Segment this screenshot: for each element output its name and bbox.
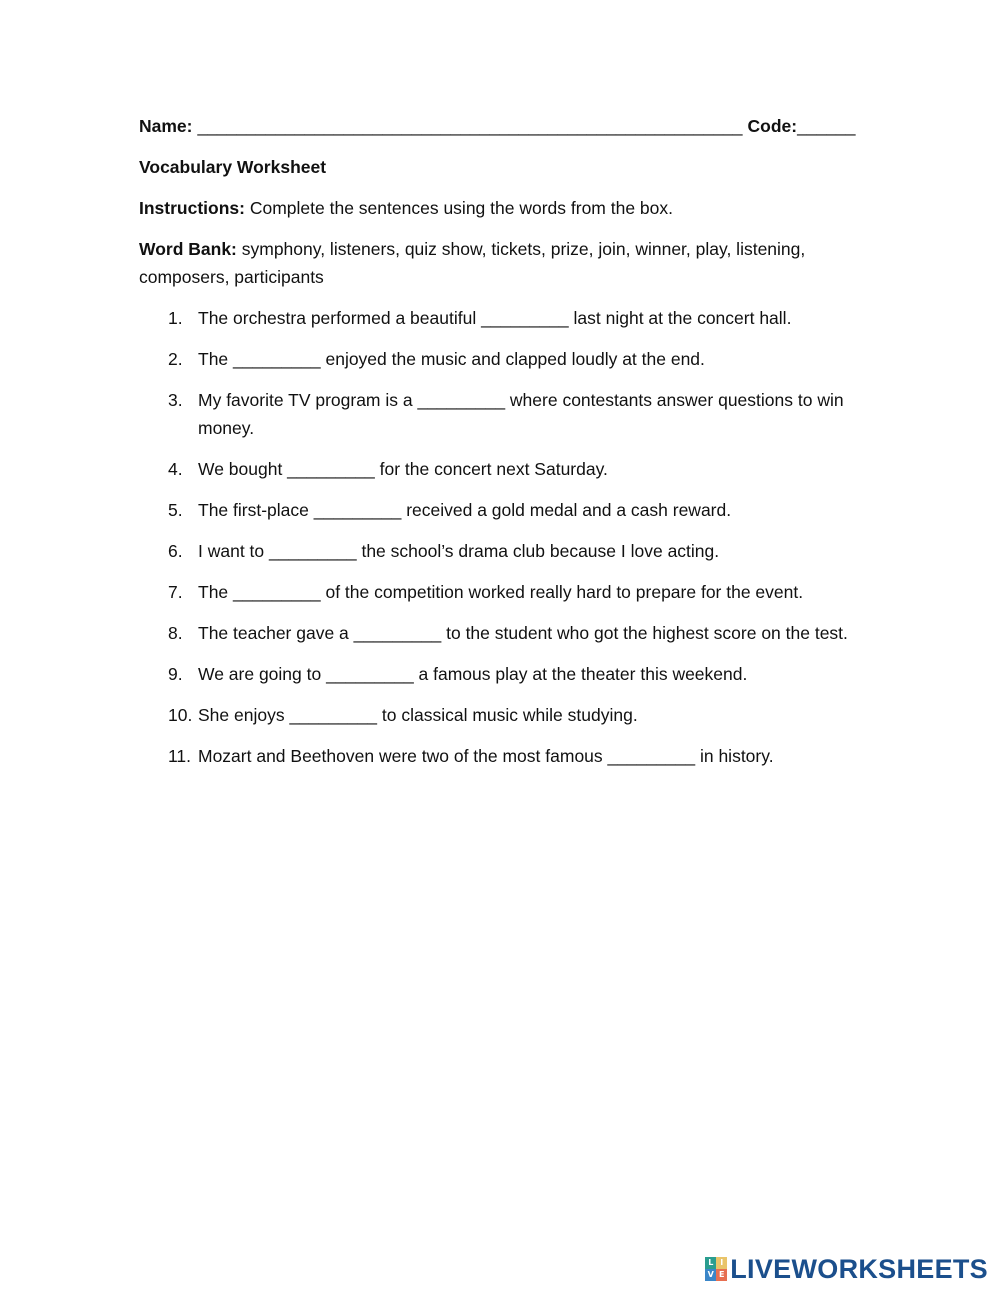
- question-item: [139, 455, 861, 483]
- question-number: 10.: [168, 705, 193, 725]
- worksheet-page: [139, 112, 861, 783]
- word-bank-label: Word Bank:: [139, 239, 237, 259]
- code-label: Code:: [747, 116, 798, 136]
- name-label: Name:: [139, 116, 193, 136]
- question-text: I want to _________ the school’s drama club because I love acting.: [198, 541, 720, 561]
- logo-mark-letter: I: [716, 1257, 727, 1269]
- question-number: 5.: [168, 500, 183, 520]
- question-item: [139, 386, 861, 442]
- question-text: The _________ of the competition worked really hard to prepare for the event.: [198, 582, 804, 602]
- worksheet-title: Vocabulary Worksheet: [139, 157, 327, 177]
- question-number: 6.: [168, 541, 183, 561]
- question-number: 3.: [168, 390, 183, 410]
- question-text: Mozart and Beethoven were two of the most famous _________ in history.: [198, 746, 774, 766]
- question-list: [139, 304, 861, 770]
- logo-text: LIVEWORKSHEETS: [730, 1254, 988, 1284]
- question-item: [139, 537, 861, 565]
- question-item: [139, 578, 861, 606]
- instructions-text: Complete the sentences using the words from the box.: [249, 198, 674, 218]
- question-text: The orchestra performed a beautiful _________ last night at the concert hall.: [198, 308, 792, 328]
- instructions: [139, 194, 861, 222]
- question-number: 9.: [168, 664, 183, 684]
- word-bank: [139, 235, 861, 291]
- liveworksheets-logo: [705, 1254, 988, 1284]
- code-blank[interactable]: ______: [797, 116, 856, 136]
- question-item: [139, 742, 861, 770]
- question-number: 2.: [168, 349, 183, 369]
- question-item: [139, 660, 861, 688]
- liveworksheets-logo-icon: [705, 1257, 727, 1281]
- question-number: 7.: [168, 582, 183, 602]
- question-item: [139, 701, 861, 729]
- question-text: The teacher gave a _________ to the student who got the highest score on the test.: [198, 623, 848, 643]
- question-text: She enjoys _________ to classical music while studying.: [198, 705, 638, 725]
- logo-mark-letter: V: [705, 1269, 716, 1281]
- question-item: [139, 619, 861, 647]
- instructions-label: Instructions:: [139, 198, 245, 218]
- question-text: We bought _________ for the concert next Saturday.: [198, 459, 608, 479]
- question-number: 8.: [168, 623, 183, 643]
- question-number: 1.: [168, 308, 183, 328]
- question-text: The _________ enjoyed the music and clapped loudly at the end.: [198, 349, 705, 369]
- question-number: 4.: [168, 459, 183, 479]
- question-item: [139, 345, 861, 373]
- logo-mark-letter: E: [716, 1269, 727, 1281]
- question-item: [139, 304, 861, 332]
- logo-mark-letter: L: [705, 1257, 716, 1269]
- name-blank[interactable]: ________________________________________________________: [197, 116, 743, 136]
- question-item: [139, 496, 861, 524]
- question-text: We are going to _________ a famous play at the theater this weekend.: [198, 664, 748, 684]
- name-code-row: [139, 112, 861, 140]
- word-bank-text: symphony, listeners, quiz show, tickets, prize, join, winner, play, listening, composers, participants: [139, 239, 806, 287]
- question-text: My favorite TV program is a _________ where contestants answer questions to win money.: [198, 390, 844, 438]
- question-number: 11.: [168, 746, 192, 766]
- question-text: The first-place _________ received a gold medal and a cash reward.: [198, 500, 732, 520]
